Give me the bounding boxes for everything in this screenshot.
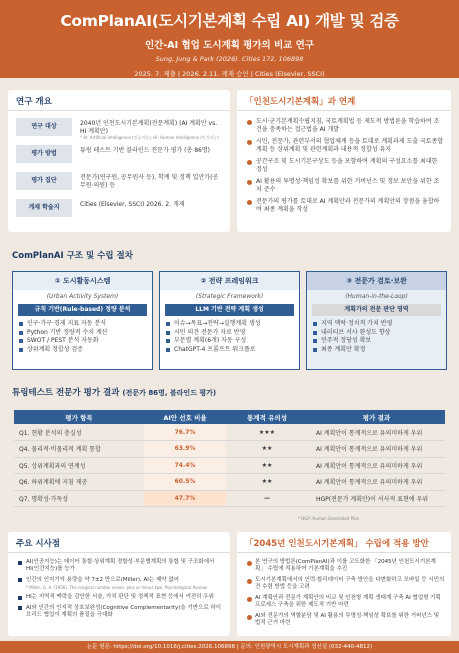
implication-text: AI(인공지능)는 데이터 통합·상위계획 정합성·부문별계획의 통합 및 구조화에서 HI(인간지능)를 능가 — [26, 559, 215, 572]
column-head: ② 전략 프레임워크 — [160, 272, 299, 290]
bullet-icon — [247, 200, 252, 205]
column-list — [160, 320, 299, 354]
table-header: 평가 결과 — [308, 410, 445, 424]
column-list — [13, 320, 152, 354]
column-item-text: 이슈→목표→전략→실행계획 생성 — [174, 320, 261, 327]
list-item — [247, 118, 445, 133]
column-item-text: 시민 의견 전문가 자료 반영 — [174, 328, 246, 336]
bullet-icon — [247, 140, 252, 145]
bullet-icon — [19, 339, 23, 343]
column-sub: (Human-in-the-Loop) — [345, 293, 408, 300]
column-item-text: 상위계획 정합성 검증 — [27, 345, 83, 353]
application-title: 「2045년 인천도시기본계획」 수립에 적용 방안 — [237, 532, 451, 553]
list-item — [313, 337, 440, 346]
column-sub: (Urban Activity System) — [46, 293, 119, 300]
bullet-icon — [247, 561, 252, 566]
list-item — [19, 346, 146, 355]
table-cell-pct: 60.5% — [144, 474, 226, 491]
table-row — [14, 441, 445, 458]
table-cell-sig: ★★ — [226, 457, 308, 474]
relation-list — [247, 118, 445, 218]
table-cell-result: AI 계획안이 통계적으로 유의미하게 우위 — [308, 457, 445, 474]
overview-value-text: Cities (Elsevier, SSCI) 2026. 2. 게재 — [80, 201, 185, 208]
list-item — [247, 595, 445, 609]
table-header-row — [14, 410, 445, 424]
application-card — [237, 532, 451, 636]
list-item — [247, 559, 445, 573]
relation-item-text: 공간구조 및 도시기본구상도 등을 포함하여 계획의 구성요소를 최대한 정성 — [256, 158, 438, 173]
relation-item-text: 전문가의 평가를 토대로 AI 계획안과 전문가의 계획안의 장점을 융합하여 최종 계획을 작성 — [256, 198, 440, 213]
table-cell-item: Q5. 상위계획과의 연계성 — [14, 457, 144, 474]
structure-column — [159, 271, 300, 370]
implications-card — [8, 532, 230, 636]
overview-note: * AI: Artificial Intelligence (인공지능), HI: Human Intelligence (인간지능) — [80, 135, 219, 140]
bullet-icon — [18, 596, 22, 600]
overview-label: 게재 학술지 — [16, 199, 72, 217]
column-item-text: 민주적 정당성 확보 — [321, 337, 372, 344]
column-bar: 규칙 기반(Rule-based) 정량 분석 — [18, 304, 147, 316]
table-footnote: * HGP: Human Generated Plan — [298, 516, 360, 521]
implication-text: AI와 인간의 인지적 상호보완성(Cognitive Complementarity)을 기반으로 하이브리드 협업이 계획의 품질을 극대화 — [26, 604, 222, 618]
list-item — [247, 158, 445, 173]
bullet-icon — [166, 322, 170, 326]
application-text: 본 연구의 방법론(ComPlanAI)과 이를 고도화한 「2045년 인천도시기본계획」 수립에 적용하여 기본계획을 추진 — [255, 559, 436, 572]
relation-item-text: AI 활용의 투명성·책임성 확보를 위한 거버넌스 및 정보 보안을 위한 조치 준수 — [256, 178, 440, 193]
list-item — [18, 577, 223, 591]
relation-title: 「인천도시기본계획」과 연계 — [237, 90, 451, 111]
overview-value-text: 튜링 테스트 기반 블라인드 전문가 평가 (총 86명) — [80, 147, 210, 154]
column-sub: (Strategic Framework) — [195, 293, 264, 300]
bullet-icon — [313, 331, 317, 335]
application-text: 도시기본계획에서의 인력·합리데이터 구축 방안을 다변화하고 모바일 등 시민의견 수렴 방법 등을 고려 — [255, 577, 445, 590]
bullet-icon — [166, 331, 170, 335]
overview-label: 평가 방법 — [16, 145, 72, 163]
bullet-icon — [313, 339, 317, 343]
citation: Sung, Jung & Park (2026). Cities 172, 106898 — [155, 55, 304, 63]
column-head: ③ 전문가 검토·보완 — [307, 272, 446, 290]
table-header: 통계적 유의성 — [226, 410, 308, 424]
column-bar: 계획가의 전문 판단 영역 — [312, 304, 441, 316]
list-item — [18, 605, 223, 619]
table-header: AI안 선호 비율 — [144, 410, 226, 424]
list-item — [247, 577, 445, 591]
bullet-icon — [247, 160, 252, 165]
table-cell-item: Q6. 하위계획에 지침 제공 — [14, 474, 144, 491]
overview-row — [16, 145, 221, 163]
structure-column — [12, 271, 153, 370]
column-item-text: 내러티브 서사 완성도 향상 — [321, 328, 391, 336]
bullet-icon — [313, 322, 317, 326]
footer: 논문 원문: https://doi.org/10.1016/j.cities.2026.106898 | 문의: 인천광역시 도시계획과 성신실 (032-440-4812) — [0, 641, 459, 653]
list-item — [247, 138, 445, 153]
table-header: 평가 항목 — [14, 410, 144, 424]
bullet-icon — [166, 348, 170, 352]
list-item — [166, 337, 293, 346]
column-bar: LLM 기반 전략 계획 생성 — [165, 304, 294, 316]
list-item — [166, 346, 293, 355]
header-banner — [0, 0, 459, 78]
table-row — [14, 424, 445, 441]
turing-title-note: (전문가 86명, 블라인드 평가) — [122, 389, 217, 397]
table-cell-item: Q7. 명확성·가독성 — [14, 490, 144, 507]
bullet-icon — [19, 331, 23, 335]
table-cell-sig: ★★ — [226, 474, 308, 491]
overview-card — [8, 90, 230, 232]
bullet-icon — [247, 615, 252, 620]
relation-item-text: 시민, 전문가, 관련부서의 협업체계 등을 토대로 계획과제 도출 국토종합계획 등 상위계획 및 관련계획과 내용적 정합성 유지 — [256, 138, 444, 153]
bullet-icon — [18, 606, 22, 610]
list-item — [18, 594, 223, 601]
overview-row — [16, 172, 221, 190]
column-item-text: 부문별 계획(6개) 자동 구성 — [174, 337, 247, 344]
list-item — [247, 613, 445, 627]
bullet-icon — [166, 339, 170, 343]
overview-label: 평가 집단 — [16, 172, 72, 190]
table-cell-pct: 63.9% — [144, 441, 226, 458]
column-item-text: ChatGPT-4 프롬프트 워크플로 — [174, 345, 256, 353]
table-cell-item: Q4. 물리적·비물리적 계획 통합 — [14, 441, 144, 458]
overview-value-text: 2040년 인천도시기본계획(전문계획) (AI 계획안 vs. HI 계획안) — [80, 120, 218, 135]
overview-row — [16, 199, 221, 217]
table-row — [14, 474, 445, 491]
overview-title: 연구 개요 — [8, 90, 230, 111]
table-cell-item: Q1. 현황 분석의 충실성 — [14, 424, 144, 441]
table-cell-sig: — — [226, 490, 308, 507]
column-item-text: Python 기반 정량적 수치 계산 — [27, 328, 108, 336]
publication-meta: 2025. 7. 제출 | 2026. 2.11. 게재 승인 | Cities (Elsevier, SSCI) — [134, 70, 325, 78]
list-item — [247, 178, 445, 193]
list-item — [247, 198, 445, 213]
overview-value-text: 전문가(연구원, 공무원사 등), 학계 및 정책 입안가(공무원·의원) 등 — [80, 174, 219, 189]
bullet-icon — [18, 578, 22, 582]
table-cell-result: HGP(전문가 계획안)이 서사적 표현에 우위 — [308, 490, 445, 507]
overview-row — [16, 118, 221, 140]
bullet-icon — [247, 597, 252, 602]
list-item — [313, 329, 440, 338]
table-cell-result: AI 계획안이 통계적으로 유의미하게 우위 — [308, 441, 445, 458]
page-title: ComPlanAI(도시기본계획 수립 AI) 개발 및 검증 — [60, 12, 399, 30]
relation-card — [237, 90, 451, 232]
turing-title — [12, 386, 216, 398]
structure-column — [306, 271, 447, 370]
bullet-icon — [247, 579, 252, 584]
column-item-text: 인구·가구·경제 지표 자동 분석 — [27, 320, 107, 327]
table-cell-result: AI 계획안이 통계적으로 유의미하게 우위 — [308, 474, 445, 491]
implication-text: 인간의 인지기억 용량을 약 7±2 만으로(Miller), AI는 제약 없어 — [26, 576, 179, 583]
relation-item-text: 도시·군기본계획수립지침, 국토계획법 등 제도적 방법론을 학습하여 조건을 충족하는 접근법을 AI 개발 — [256, 118, 440, 133]
table-cell-pct: 74.4% — [144, 457, 226, 474]
table-row — [14, 457, 445, 474]
implications-title: 주요 시사점 — [8, 532, 230, 553]
structure-title: ComPlanAI 구조 및 수립 절차 — [12, 251, 133, 261]
implication-note: * Miller, G. A. (1956). The magical number seven, plus or minus two. Psychological Review — [26, 584, 208, 590]
list-item — [313, 320, 440, 329]
table-row — [14, 490, 445, 507]
turing-title-text: 튜링테스트 전문가 평가 결과 — [12, 388, 120, 398]
list-item — [18, 559, 223, 573]
page-subtitle: 인간-AI 협업 도시계획 평가의 비교 연구 — [144, 40, 315, 51]
results-table — [14, 410, 445, 507]
overview-value — [80, 120, 220, 140]
table-cell-result: AI 계획안이 통계적으로 유의미하게 우위 — [308, 424, 445, 441]
implication-text: HI는 지역적 맥락을 감안한 서술, 가치 판단 및 정책적 표현 등에서 여전히 우위 — [26, 594, 214, 600]
list-item — [19, 337, 146, 346]
table-cell-pct: 47.7% — [144, 490, 226, 507]
column-item-text: SWOT / PEST 분석 자동화 — [27, 337, 99, 344]
bullet-icon — [18, 561, 22, 565]
overview-label: 연구 대상 — [16, 118, 72, 136]
column-list — [307, 320, 446, 354]
column-item-text: 최종 계획안 확정 — [321, 345, 366, 353]
application-list — [247, 559, 445, 631]
bullet-icon — [19, 322, 23, 326]
list-item — [166, 329, 293, 338]
application-text: AI 계획안과 전문가 계획안의 비교 및 인천형 계획 생태계 구축 AI 협업형 기획 프로세스 구축을 위한 제도적 기반 마련 — [255, 595, 441, 608]
list-item — [19, 329, 146, 338]
list-item — [166, 320, 293, 329]
bullet-icon — [247, 120, 252, 125]
table-cell-sig: ★★★ — [226, 424, 308, 441]
bullet-icon — [247, 180, 252, 185]
table-cell-sig: ★★ — [226, 441, 308, 458]
table-cell-pct: 76.7% — [144, 424, 226, 441]
list-item — [19, 320, 146, 329]
list-item — [313, 346, 440, 355]
implications-list — [18, 559, 223, 622]
column-head: ① 도시활동시스템 — [13, 272, 152, 290]
application-text: AI와 전문가의 역할분담 및 AI 활용의 투명성·책임성 확보를 위한 거버넌스 및 법적 근거 마련 — [255, 613, 440, 626]
column-item-text: 지역 맥락·정치적 가치 반영 — [321, 320, 393, 327]
bullet-icon — [313, 348, 317, 352]
bullet-icon — [19, 348, 23, 352]
